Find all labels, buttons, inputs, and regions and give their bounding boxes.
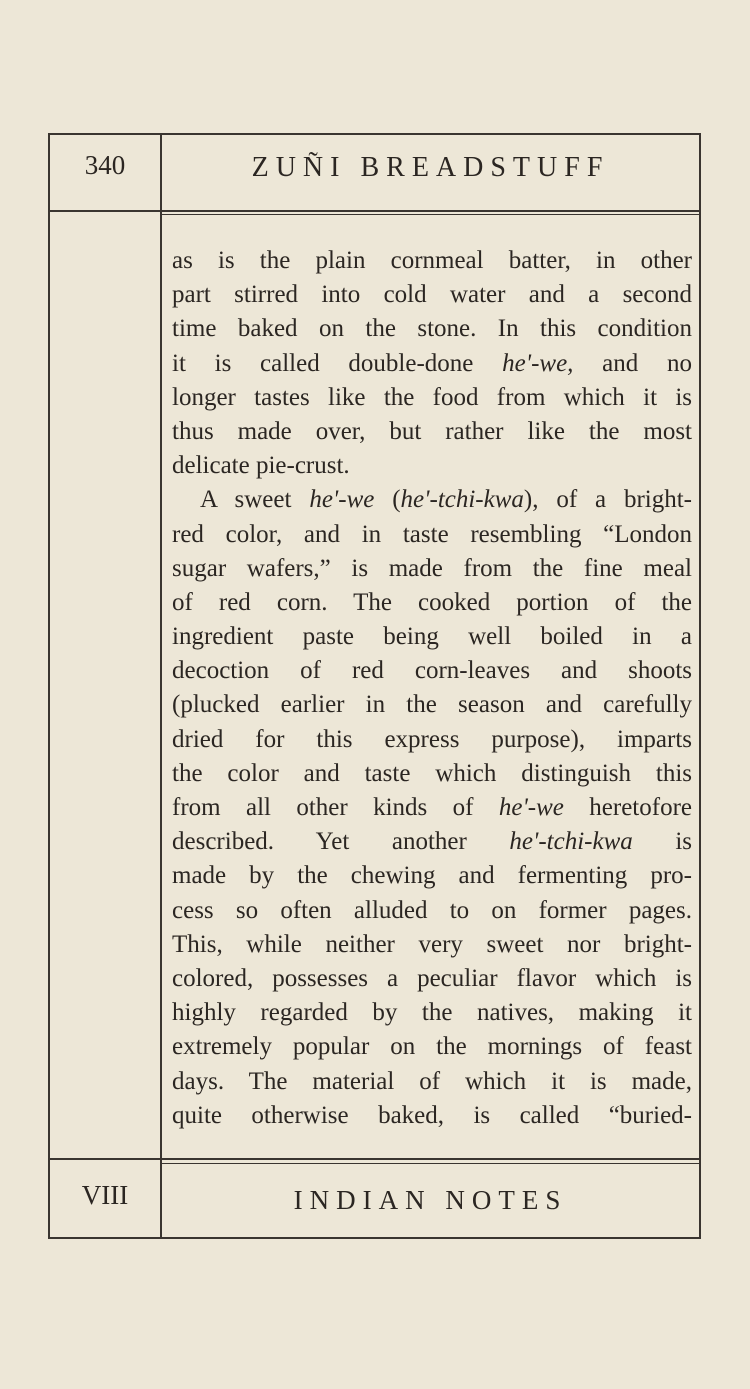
text-segment: and no xyxy=(573,349,692,377)
text-segment: time baked on the stone. In this condition xyxy=(172,315,692,343)
text-segment: the color and taste which distinguish this xyxy=(172,759,692,787)
text-line xyxy=(172,654,692,688)
text-line xyxy=(172,278,692,312)
text-segment: extremely popular on the mornings of feast xyxy=(172,1033,692,1061)
text-line xyxy=(172,449,692,483)
running-title: ZUÑI BREADSTUFF xyxy=(251,152,610,183)
text-segment: delicate pie-crust. xyxy=(172,452,350,480)
text-line xyxy=(172,723,692,757)
text-line xyxy=(172,894,692,928)
italic-term: he'-we xyxy=(309,486,375,514)
text-line xyxy=(172,688,692,722)
italic-term: he'-tchi-kwa xyxy=(509,828,633,856)
text-segment: heretofore xyxy=(563,794,692,821)
text-segment: A sweet xyxy=(200,486,310,514)
text-line xyxy=(172,1099,692,1133)
text-segment: colored, possesses a peculiar flavor which is xyxy=(172,964,692,992)
text-segment: longer tastes like the food from which it is xyxy=(172,383,692,411)
text-segment: from all other kinds of xyxy=(172,794,499,821)
header-rule xyxy=(48,210,701,212)
text-line xyxy=(172,996,692,1030)
text-line xyxy=(172,1030,692,1064)
text-line xyxy=(172,312,692,346)
text-line xyxy=(172,620,692,654)
text-segment: decoction of red corn-leaves and shoots xyxy=(172,657,692,685)
text-line xyxy=(172,859,692,893)
text-line xyxy=(172,825,692,859)
text-segment: ingredient paste being well boiled in a xyxy=(172,623,692,651)
text-segment: made by the chewing and fermenting pro- xyxy=(172,862,692,890)
body-text xyxy=(172,244,692,1133)
text-segment: quite otherwise baked, is called “buried- xyxy=(172,1101,692,1129)
text-segment: sugar wafers,” is made from the fine meal xyxy=(172,554,692,582)
text-line xyxy=(172,757,692,791)
italic-term: he'-tchi-kwa xyxy=(400,486,524,514)
text-segment: dried for this express purpose), imparts xyxy=(172,725,692,753)
text-line xyxy=(172,483,692,517)
text-line xyxy=(172,552,692,586)
text-line xyxy=(172,347,692,381)
text-segment: described. Yet another xyxy=(172,828,510,856)
volume-number: VIII xyxy=(81,1180,129,1210)
margin-rule xyxy=(160,133,162,1239)
text-segment: days. The material of which it is made, xyxy=(172,1067,692,1095)
italic-term: he'-we xyxy=(498,794,564,821)
text-segment: it is called double-done xyxy=(172,349,503,377)
text-line xyxy=(172,962,692,996)
text-segment: This, while neither very sweet nor bright- xyxy=(172,930,692,958)
text-segment: part stirred into cold water and a second xyxy=(172,281,692,309)
header-rule-inner xyxy=(162,214,699,215)
text-line xyxy=(172,928,692,962)
footer-rule-inner xyxy=(162,1163,699,1164)
text-segment: as is the plain cornmeal batter, in other xyxy=(172,247,692,274)
text-segment: highly regarded by the natives, making it xyxy=(172,999,692,1027)
text-segment: ), of a bright- xyxy=(523,486,692,514)
page-number: 340 xyxy=(84,150,126,180)
text-segment: (plucked earlier in the season and carefully xyxy=(172,691,692,719)
text-segment: cess so often alluded to on former pages. xyxy=(172,896,692,924)
text-segment: is xyxy=(632,828,692,856)
text-line xyxy=(172,244,692,278)
text-segment: of red corn. The cooked portion of the xyxy=(172,588,692,616)
text-line xyxy=(172,415,692,449)
text-line xyxy=(172,791,692,825)
text-line xyxy=(172,381,692,415)
text-line xyxy=(172,1065,692,1099)
italic-term: he'-we, xyxy=(502,349,574,377)
text-line xyxy=(172,518,692,552)
footer-rule xyxy=(48,1158,701,1160)
series-title: INDIAN NOTES xyxy=(293,1185,568,1215)
text-segment: thus made over, but rather like the most xyxy=(172,417,692,445)
text-segment: red color, and in taste resembling “London xyxy=(172,520,692,548)
text-segment: ( xyxy=(374,486,401,514)
text-line xyxy=(172,586,692,620)
